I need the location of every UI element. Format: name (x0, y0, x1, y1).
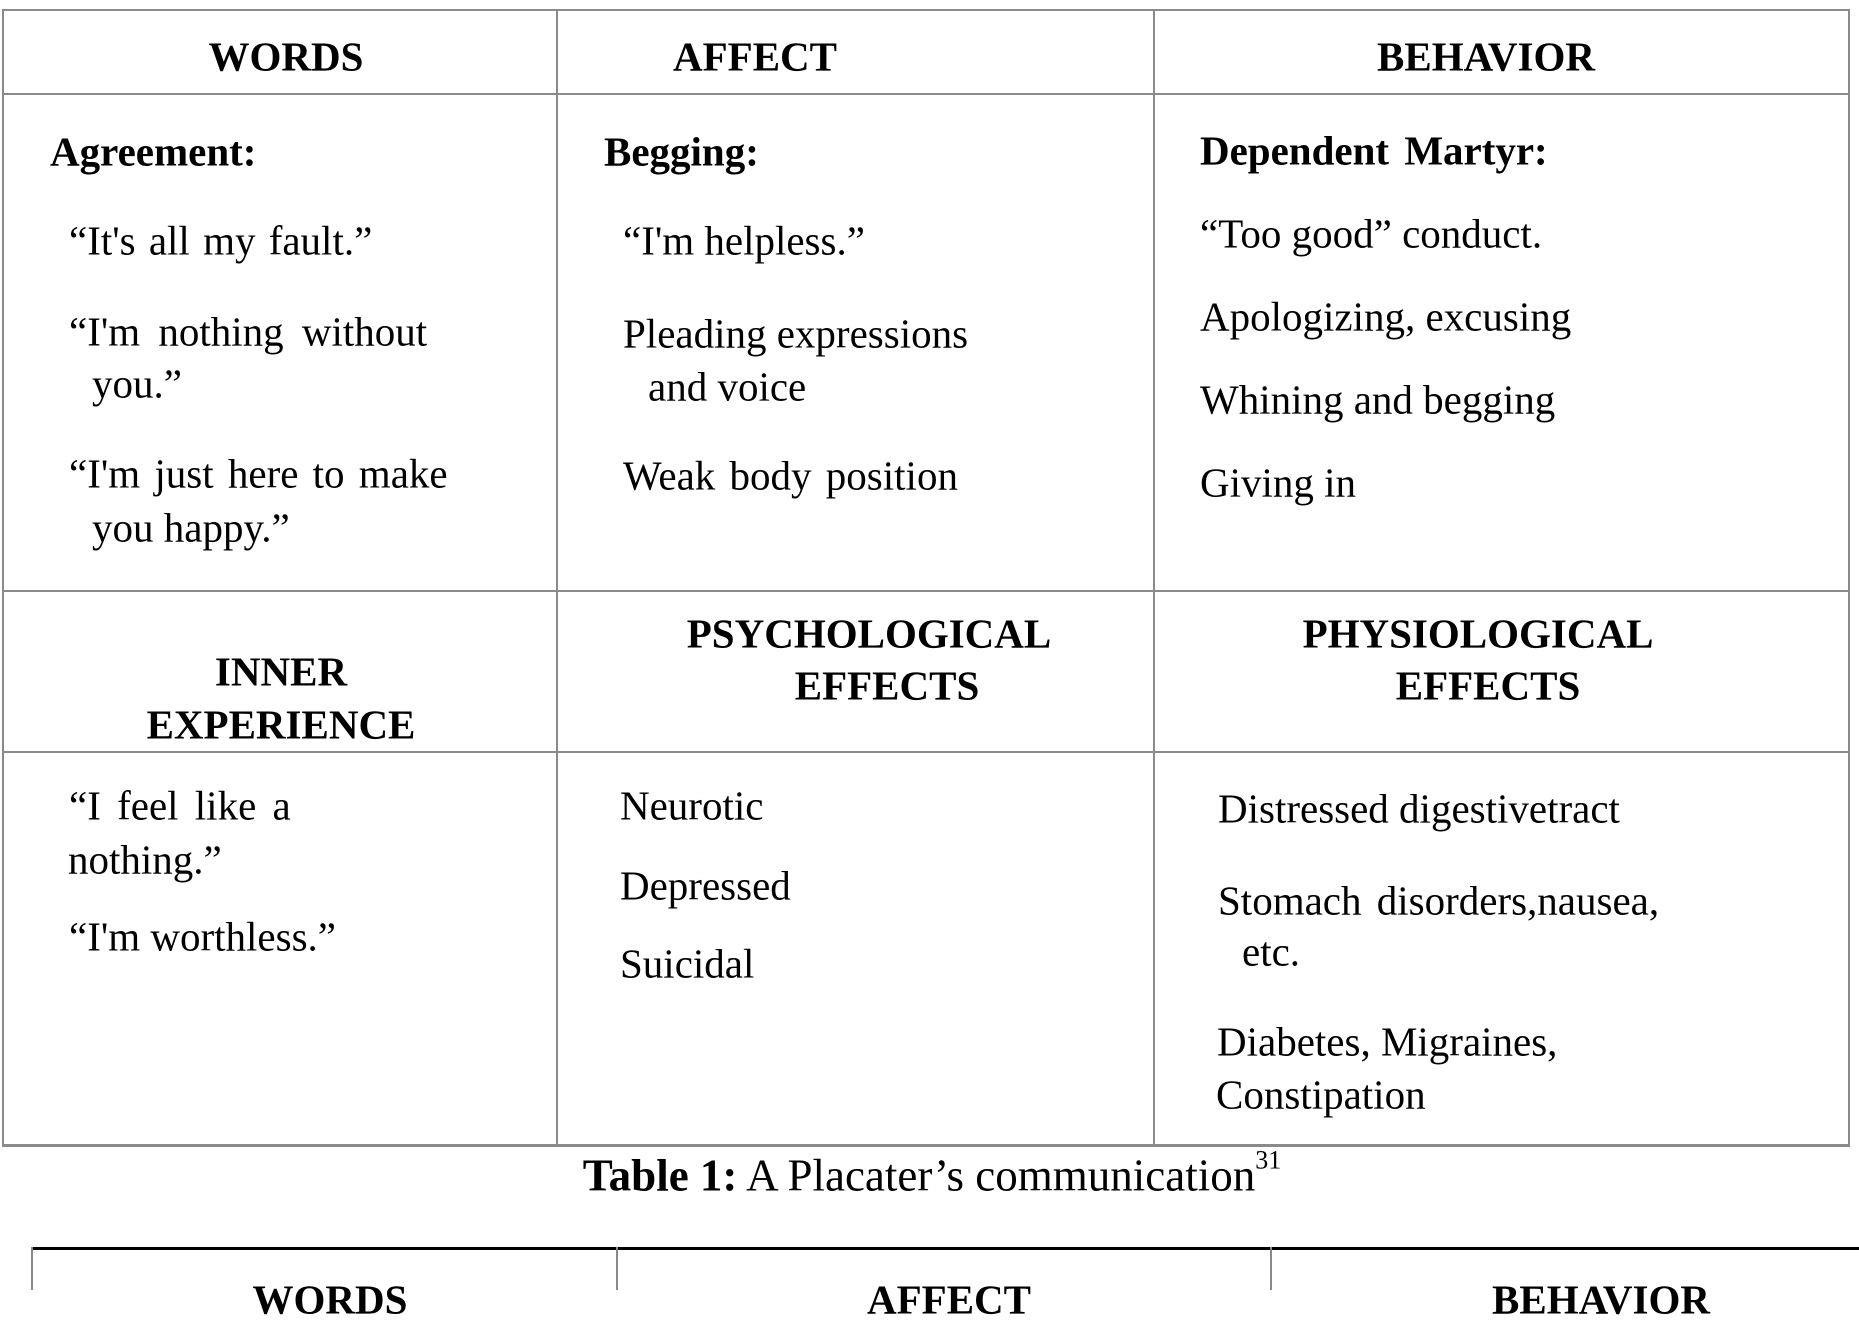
words-line: you.” (92, 360, 182, 407)
header-physiological-effects: PHYSIOLOGICAL (1302, 610, 1654, 657)
inner-line: “I feel like a (69, 782, 291, 829)
behavior-line: Whining and begging (1200, 376, 1556, 423)
caption-label: Table 1: (582, 1150, 738, 1201)
table2-header-behavior: BEHAVIOR (1492, 1276, 1710, 1323)
phys-line: Distressed digestivetract (1218, 785, 1620, 832)
behavior-line: Apologizing, excusing (1200, 293, 1572, 340)
affect-line: Weak body position (623, 452, 958, 499)
inner-line: nothing.” (68, 836, 222, 883)
header-behavior: BEHAVIOR (1377, 33, 1595, 80)
psych-line: Neurotic (620, 782, 764, 829)
behavior-line: “Too good” conduct. (1200, 210, 1543, 257)
affect-line: “I'm helpless.” (623, 217, 865, 264)
psych-line: Suicidal (620, 940, 755, 987)
words-title: Agreement: (50, 128, 257, 175)
words-line: you happy.” (92, 504, 290, 551)
caption-text: A Placater’s communication (737, 1150, 1256, 1201)
header-psychological-effects: PSYCHOLOGICAL (686, 610, 1052, 657)
affect-line: Pleading expressions (623, 310, 969, 357)
table2-header-words: WORDS (252, 1276, 408, 1323)
header-inner-experience: INNER (214, 648, 348, 695)
header-words: WORDS (208, 33, 364, 80)
header-psychological-effects: EFFECTS (794, 662, 980, 709)
words-line: “I'm just here to make (69, 450, 448, 497)
table2-header-affect: AFFECT (867, 1276, 1031, 1323)
header-affect: AFFECT (673, 33, 837, 80)
words-line: “I'm nothing without (69, 308, 428, 355)
words-line: “It's all my fault.” (69, 217, 373, 264)
phys-line: Diabetes, Migraines, (1217, 1018, 1558, 1065)
caption-reference: 31 (1255, 1145, 1282, 1175)
header-physiological-effects: EFFECTS (1395, 662, 1581, 709)
phys-line: Stomach disorders,nausea, (1218, 877, 1660, 924)
inner-line: “I'm worthless.” (69, 913, 336, 960)
phys-line: Constipation (1216, 1071, 1426, 1118)
behavior-line: Giving in (1200, 459, 1357, 506)
header-inner-experience: EXPERIENCE (146, 701, 416, 748)
psych-line: Depressed (620, 862, 791, 909)
behavior-title: Dependent Martyr: (1200, 127, 1548, 174)
table-caption (582, 1145, 1282, 1201)
affect-line: and voice (648, 363, 807, 410)
phys-line: etc. (1242, 928, 1301, 975)
affect-title: Begging: (604, 128, 759, 175)
